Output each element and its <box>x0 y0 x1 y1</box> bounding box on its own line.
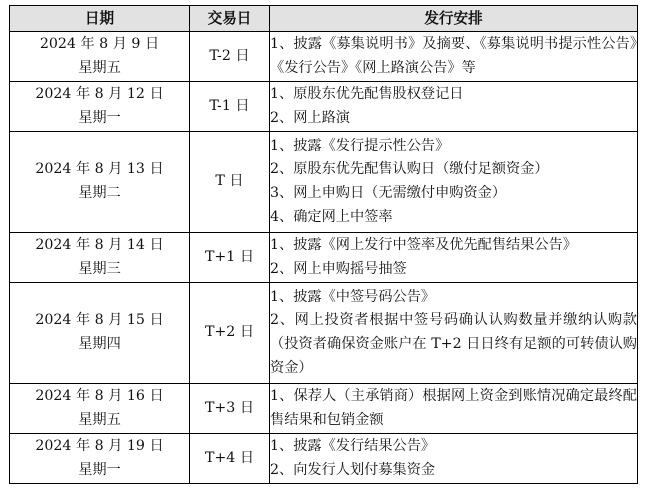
date-cell <box>10 82 190 132</box>
trading-day-cell: T+1 日 <box>190 233 270 283</box>
table-header-row <box>10 6 638 32</box>
arrangement-item: 1、披露《中签号码公告》 <box>270 288 436 305</box>
arrangement-item: 1、披露《发行结果公告》 <box>270 437 436 454</box>
weekday-text: 星期一 <box>78 109 121 126</box>
arrangement-item: 1、披露《网上发行中签率及优先配售结果公告》 <box>270 236 577 253</box>
date-text: 2024 年 8 月 15 日 <box>35 312 164 329</box>
arrangement-item: 2、网上申购摇号抽签 <box>270 260 407 277</box>
date-text: 2024 年 8 月 19 日 <box>35 437 164 454</box>
date-cell <box>10 434 190 484</box>
arrangement-item: 3、网上申购日（无需缴付申购资金） <box>270 185 507 201</box>
table-row <box>10 384 638 434</box>
date-text: 2024 年 8 月 9 日 <box>39 35 160 52</box>
arrangement-item: 1、披露《募集说明书》及摘要、《募集说明书提示性公告》《发行公告》《网上路演公告》等 <box>270 35 637 76</box>
weekday-text: 星期五 <box>78 411 121 428</box>
arrangement-item: 1、保荐人（主承销商）根据网上资金到账情况确定最终配售结果和包销金额 <box>270 387 637 428</box>
table-row <box>10 82 638 132</box>
issuance-schedule-table <box>9 5 638 484</box>
arrangement-cell <box>270 233 638 283</box>
trading-day-cell: T-1 日 <box>190 82 270 132</box>
arrangement-item: 2、原股东优先配售认购日（缴付足额资金） <box>270 161 549 178</box>
trading-day-cell: T+2 日 <box>190 283 270 384</box>
arrangement-cell <box>270 32 638 82</box>
date-text: 2024 年 8 月 12 日 <box>35 85 164 102</box>
arrangement-item: 4、确定网上中签率 <box>270 208 393 225</box>
date-text: 2024 年 8 月 13 日 <box>35 161 164 178</box>
trading-day-cell: T+3 日 <box>190 384 270 434</box>
header-date: 日期 <box>10 6 190 32</box>
arrangement-cell <box>270 132 638 233</box>
weekday-text: 星期二 <box>78 185 121 201</box>
table-row <box>10 283 638 384</box>
trading-day-cell: T 日 <box>190 132 270 233</box>
table-row <box>10 233 638 283</box>
arrangement-cell <box>270 82 638 132</box>
header-trading-day: 交易日 <box>190 6 270 32</box>
table-row <box>10 434 638 484</box>
date-text: 2024 年 8 月 16 日 <box>35 387 164 404</box>
header-arrangement: 发行安排 <box>270 6 638 32</box>
date-cell <box>10 32 190 82</box>
arrangement-item: 1、披露《发行提示性公告》 <box>270 137 450 154</box>
weekday-text: 星期三 <box>78 260 121 277</box>
weekday-text: 星期一 <box>78 461 121 478</box>
trading-day-cell: T+4 日 <box>190 434 270 484</box>
table-row <box>10 32 638 82</box>
weekday-text: 星期五 <box>78 59 121 76</box>
trading-day-cell: T-2 日 <box>190 32 270 82</box>
arrangement-cell <box>270 434 638 484</box>
date-cell <box>10 233 190 283</box>
date-cell <box>10 132 190 233</box>
arrangement-item: 2、网上路演 <box>270 109 350 126</box>
arrangement-item: 2、网上投资者根据中签号码确认认购数量并缴纳认购款（投资者确保资金账户在 T+2 日日终有足额的可转债认购资金） <box>270 312 637 376</box>
date-text: 2024 年 8 月 14 日 <box>35 236 164 253</box>
date-cell <box>10 384 190 434</box>
arrangement-item: 1、原股东优先配售股权登记日 <box>270 85 464 102</box>
table-row <box>10 132 638 233</box>
arrangement-item: 2、向发行人划付募集资金 <box>270 461 436 478</box>
arrangement-cell <box>270 283 638 384</box>
weekday-text: 星期四 <box>78 336 121 352</box>
arrangement-cell <box>270 384 638 434</box>
date-cell <box>10 283 190 384</box>
